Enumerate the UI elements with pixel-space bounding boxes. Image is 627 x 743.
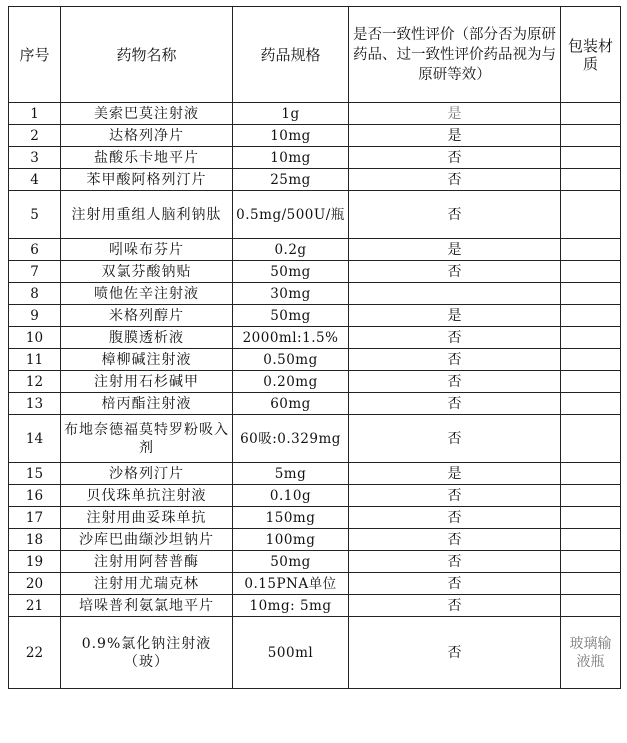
row-consistency: 否 (349, 551, 561, 573)
row-consistency: 是 (349, 305, 561, 327)
row-spec: 0.20mg (233, 371, 349, 393)
row-spec: 10mg (233, 147, 349, 169)
header-consistency: 是否一致性评价（部分否为原研药品、过一致性评价药品视为与原研等效） (349, 7, 561, 103)
table-row (9, 573, 621, 595)
row-seq: 10 (9, 327, 61, 349)
table-row (9, 327, 621, 349)
row-seq: 19 (9, 551, 61, 573)
row-drug-name: 沙库巴曲缬沙坦钠片 (61, 529, 233, 551)
header-packaging: 包装材质 (561, 7, 621, 103)
row-seq: 3 (9, 147, 61, 169)
row-consistency: 是 (349, 239, 561, 261)
header-name: 药物名称 (61, 7, 233, 103)
row-seq: 6 (9, 239, 61, 261)
table-row (9, 595, 621, 617)
row-packaging: 玻璃输液瓶 (561, 617, 621, 689)
row-seq: 12 (9, 371, 61, 393)
row-seq: 15 (9, 463, 61, 485)
row-packaging (561, 349, 621, 371)
row-seq: 21 (9, 595, 61, 617)
table-row (9, 393, 621, 415)
row-packaging (561, 595, 621, 617)
row-spec: 2000ml:1.5% (233, 327, 349, 349)
row-consistency: 否 (349, 191, 561, 239)
row-packaging (561, 573, 621, 595)
row-packaging (561, 283, 621, 305)
table-row (9, 261, 621, 283)
row-consistency: 否 (349, 393, 561, 415)
row-consistency: 否 (349, 349, 561, 371)
row-packaging (561, 327, 621, 349)
row-packaging (561, 551, 621, 573)
row-seq: 9 (9, 305, 61, 327)
row-seq: 8 (9, 283, 61, 305)
row-seq: 18 (9, 529, 61, 551)
row-drug-name: 沙格列汀片 (61, 463, 233, 485)
header-seq: 序号 (9, 7, 61, 103)
row-packaging (561, 485, 621, 507)
table-row (9, 617, 621, 689)
row-packaging (561, 147, 621, 169)
table-row (9, 507, 621, 529)
row-drug-name: 0.9%氯化钠注射液（玻） (61, 617, 233, 689)
row-packaging (561, 415, 621, 463)
row-consistency: 否 (349, 169, 561, 191)
row-consistency: 否 (349, 415, 561, 463)
table-row (9, 485, 621, 507)
row-drug-name: 美索巴莫注射液 (61, 103, 233, 125)
table-row (9, 283, 621, 305)
row-consistency: 否 (349, 529, 561, 551)
row-seq: 11 (9, 349, 61, 371)
row-spec: 60吸:0.329mg (233, 415, 349, 463)
row-packaging (561, 371, 621, 393)
table-row (9, 415, 621, 463)
row-drug-name: 注射用重组人脑利钠肽 (61, 191, 233, 239)
row-drug-name: 双氯芬酸钠贴 (61, 261, 233, 283)
row-packaging (561, 393, 621, 415)
row-drug-name: 达格列净片 (61, 125, 233, 147)
row-packaging (561, 125, 621, 147)
table-row (9, 529, 621, 551)
row-drug-name: 米格列醇片 (61, 305, 233, 327)
row-drug-name: 培哚普利氨氯地平片 (61, 595, 233, 617)
row-spec: 5mg (233, 463, 349, 485)
row-drug-name: 注射用尤瑞克林 (61, 573, 233, 595)
row-spec: 150mg (233, 507, 349, 529)
row-spec: 0.2g (233, 239, 349, 261)
table-row (9, 305, 621, 327)
row-consistency (349, 283, 561, 305)
table-row (9, 463, 621, 485)
row-packaging (561, 305, 621, 327)
row-spec: 50mg (233, 305, 349, 327)
row-seq: 5 (9, 191, 61, 239)
row-seq: 4 (9, 169, 61, 191)
row-spec: 50mg (233, 261, 349, 283)
row-packaging (561, 261, 621, 283)
row-drug-name: 注射用石杉碱甲 (61, 371, 233, 393)
row-packaging (561, 529, 621, 551)
row-spec: 0.10g (233, 485, 349, 507)
row-seq: 20 (9, 573, 61, 595)
table-row (9, 147, 621, 169)
row-consistency: 否 (349, 147, 561, 169)
row-spec: 100mg (233, 529, 349, 551)
row-consistency: 否 (349, 485, 561, 507)
row-spec: 1g (233, 103, 349, 125)
row-seq: 2 (9, 125, 61, 147)
row-seq: 13 (9, 393, 61, 415)
row-drug-name: 樟柳碱注射液 (61, 349, 233, 371)
table-row (9, 349, 621, 371)
row-consistency: 否 (349, 261, 561, 283)
row-consistency: 否 (349, 507, 561, 529)
row-consistency: 否 (349, 573, 561, 595)
table-row (9, 169, 621, 191)
table-row (9, 371, 621, 393)
header-row (9, 7, 621, 103)
row-drug-name: 苯甲酸阿格列汀片 (61, 169, 233, 191)
row-spec: 0.5mg/500U/瓶 (233, 191, 349, 239)
row-seq: 22 (9, 617, 61, 689)
row-spec: 500ml (233, 617, 349, 689)
row-drug-name: 注射用曲妥珠单抗 (61, 507, 233, 529)
row-consistency: 是 (349, 125, 561, 147)
row-seq: 17 (9, 507, 61, 529)
row-drug-name: 盐酸乐卡地平片 (61, 147, 233, 169)
row-spec: 60mg (233, 393, 349, 415)
row-consistency: 否 (349, 595, 561, 617)
row-seq: 1 (9, 103, 61, 125)
table-body (9, 103, 621, 689)
row-packaging (561, 103, 621, 125)
row-drug-name: 贝伐珠单抗注射液 (61, 485, 233, 507)
row-spec: 10mg (233, 125, 349, 147)
row-drug-name: 腹膜透析液 (61, 327, 233, 349)
row-drug-name: 布地奈德福莫特罗粉吸入剂 (61, 415, 233, 463)
row-seq: 7 (9, 261, 61, 283)
row-drug-name: 喷他佐辛注射液 (61, 283, 233, 305)
header-spec: 药品规格 (233, 7, 349, 103)
row-seq: 16 (9, 485, 61, 507)
row-consistency: 否 (349, 327, 561, 349)
table-row (9, 103, 621, 125)
row-drug-name: 注射用阿替普酶 (61, 551, 233, 573)
row-spec: 50mg (233, 551, 349, 573)
row-spec: 30mg (233, 283, 349, 305)
row-spec: 0.50mg (233, 349, 349, 371)
row-consistency: 是 (349, 103, 561, 125)
table-row (9, 551, 621, 573)
row-spec: 0.15PNA单位 (233, 573, 349, 595)
row-packaging (561, 507, 621, 529)
row-consistency: 否 (349, 371, 561, 393)
drug-table (8, 6, 621, 689)
row-packaging (561, 463, 621, 485)
row-spec: 25mg (233, 169, 349, 191)
table-row (9, 125, 621, 147)
row-packaging (561, 191, 621, 239)
row-spec: 10mg: 5mg (233, 595, 349, 617)
row-drug-name: 棓丙酯注射液 (61, 393, 233, 415)
table-row (9, 239, 621, 261)
row-consistency: 是 (349, 463, 561, 485)
row-drug-name: 吲哚布芬片 (61, 239, 233, 261)
row-packaging (561, 239, 621, 261)
table-row (9, 191, 621, 239)
row-packaging (561, 169, 621, 191)
row-seq: 14 (9, 415, 61, 463)
row-consistency: 否 (349, 617, 561, 689)
